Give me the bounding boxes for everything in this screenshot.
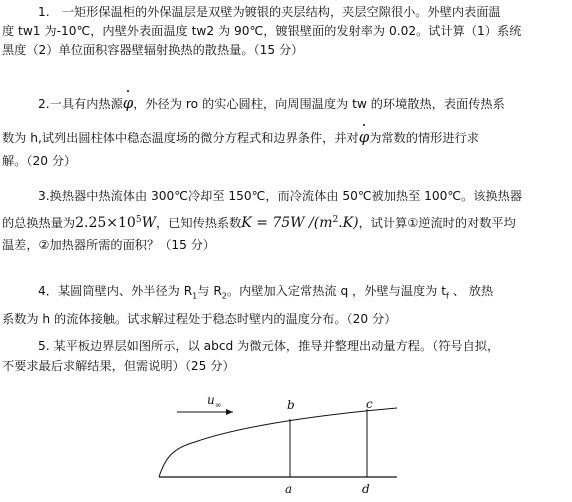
q2-line-1-post: ，外径为 ro 的实心圆柱，向周围温度为 tw 的环境散热，表面传热系 (133, 97, 505, 111)
q5-line-1: 5. 某平板边界层如图所示，以 abcd 为微元体，推导并整理出动量方程。（符号自拟， (38, 339, 500, 353)
question-3 (0, 186, 566, 255)
k-formula-exponent: 2 (332, 215, 339, 225)
q1-line-3: 黑度（2）单位面积容器壁辐射换热的散热量。（15 分） (2, 43, 304, 57)
q4-line-1-mid: 与 R (197, 284, 222, 298)
q2-line-3: 解。（20 分） (2, 154, 77, 168)
q3-line-2-mid: ，已知传热系数 (155, 216, 242, 231)
boundary-layer-figure (155, 392, 405, 499)
q1-line-1: 1. 一矩形保温柜的外保温层是双壁为镀银的夹层结构，夹层空隙很小。外壁内表面温 (38, 5, 501, 19)
phi-dot-symbol: φ (122, 94, 134, 112)
u-label: u (207, 393, 215, 407)
q2-line-1 (0, 93, 566, 114)
r2-subscript: 2 (221, 291, 227, 301)
q4-line-2: 系数为 h 的流体接触。试求解过程处于稳态时壁内的温度分布。（20 分） (2, 312, 397, 327)
label-a: a (285, 482, 293, 496)
q2-line-2-post: 为常数的情形进行求 (369, 131, 479, 145)
infinity-subscript: ∞ (214, 400, 222, 410)
question-1 (0, 3, 566, 60)
k-formula-end: .K) (338, 215, 359, 232)
question-5 (0, 336, 566, 376)
tf-subscript: f (446, 291, 449, 301)
heat-value: 2.25×10 (75, 215, 136, 232)
q4-line-1-end: 、 放热 (448, 284, 494, 298)
label-c: c (366, 397, 373, 411)
q1-line-2: 度 tw1 为-10℃，内壁外表面温度 tw2 为 90℃，镀银壁面的发射率为 0.02。试计算（1）系统 (2, 24, 522, 38)
free-stream-arrow-head (226, 409, 233, 415)
q3-line-2 (0, 210, 566, 233)
q4-line-1-pre: 4．某圆筒壁内、外半径为 R (38, 284, 193, 298)
q2-line-1-pre: 2.一具有内热源 (38, 97, 123, 111)
q2-line-2-pre: 数为 h,试列出圆柱体中稳态温度场的微分方程式和边界条件，并对 (2, 131, 359, 145)
q3-line-3: 温差，②加热器所需的面积？（15 分） (2, 238, 216, 253)
q4-line-1-post: 。内壁加入定常热流 q ，外壁与温度为 t (226, 284, 447, 298)
u-infinity-label (207, 393, 221, 409)
k-formula: K = 75W /(m (241, 215, 333, 232)
question-2 (0, 93, 566, 171)
heat-unit: W (141, 215, 156, 232)
label-d: d (362, 482, 370, 496)
q3-line-1: 3.换热器中热流体由 300℃冷却至 150℃，而冷流体由 50℃被加热至 100℃。该换热器 (38, 189, 523, 203)
boundary-layer-edge (159, 408, 397, 477)
r1-subscript: 1 (192, 291, 198, 301)
q5-line-2: 不要求最后求解结果，但需说明）（25 分） (2, 359, 235, 373)
question-4 (0, 281, 566, 329)
heat-value-exponent: 5 (135, 215, 142, 225)
q3-line-2-pre: 的总换热量为 (2, 216, 76, 231)
label-b: b (287, 398, 295, 412)
q3-line-2-post: ，试计算①逆流时的对数平均 (358, 216, 516, 231)
q2-line-2 (0, 127, 566, 148)
q4-line-1 (0, 281, 566, 306)
phi-dot-symbol-2: φ (358, 128, 370, 146)
